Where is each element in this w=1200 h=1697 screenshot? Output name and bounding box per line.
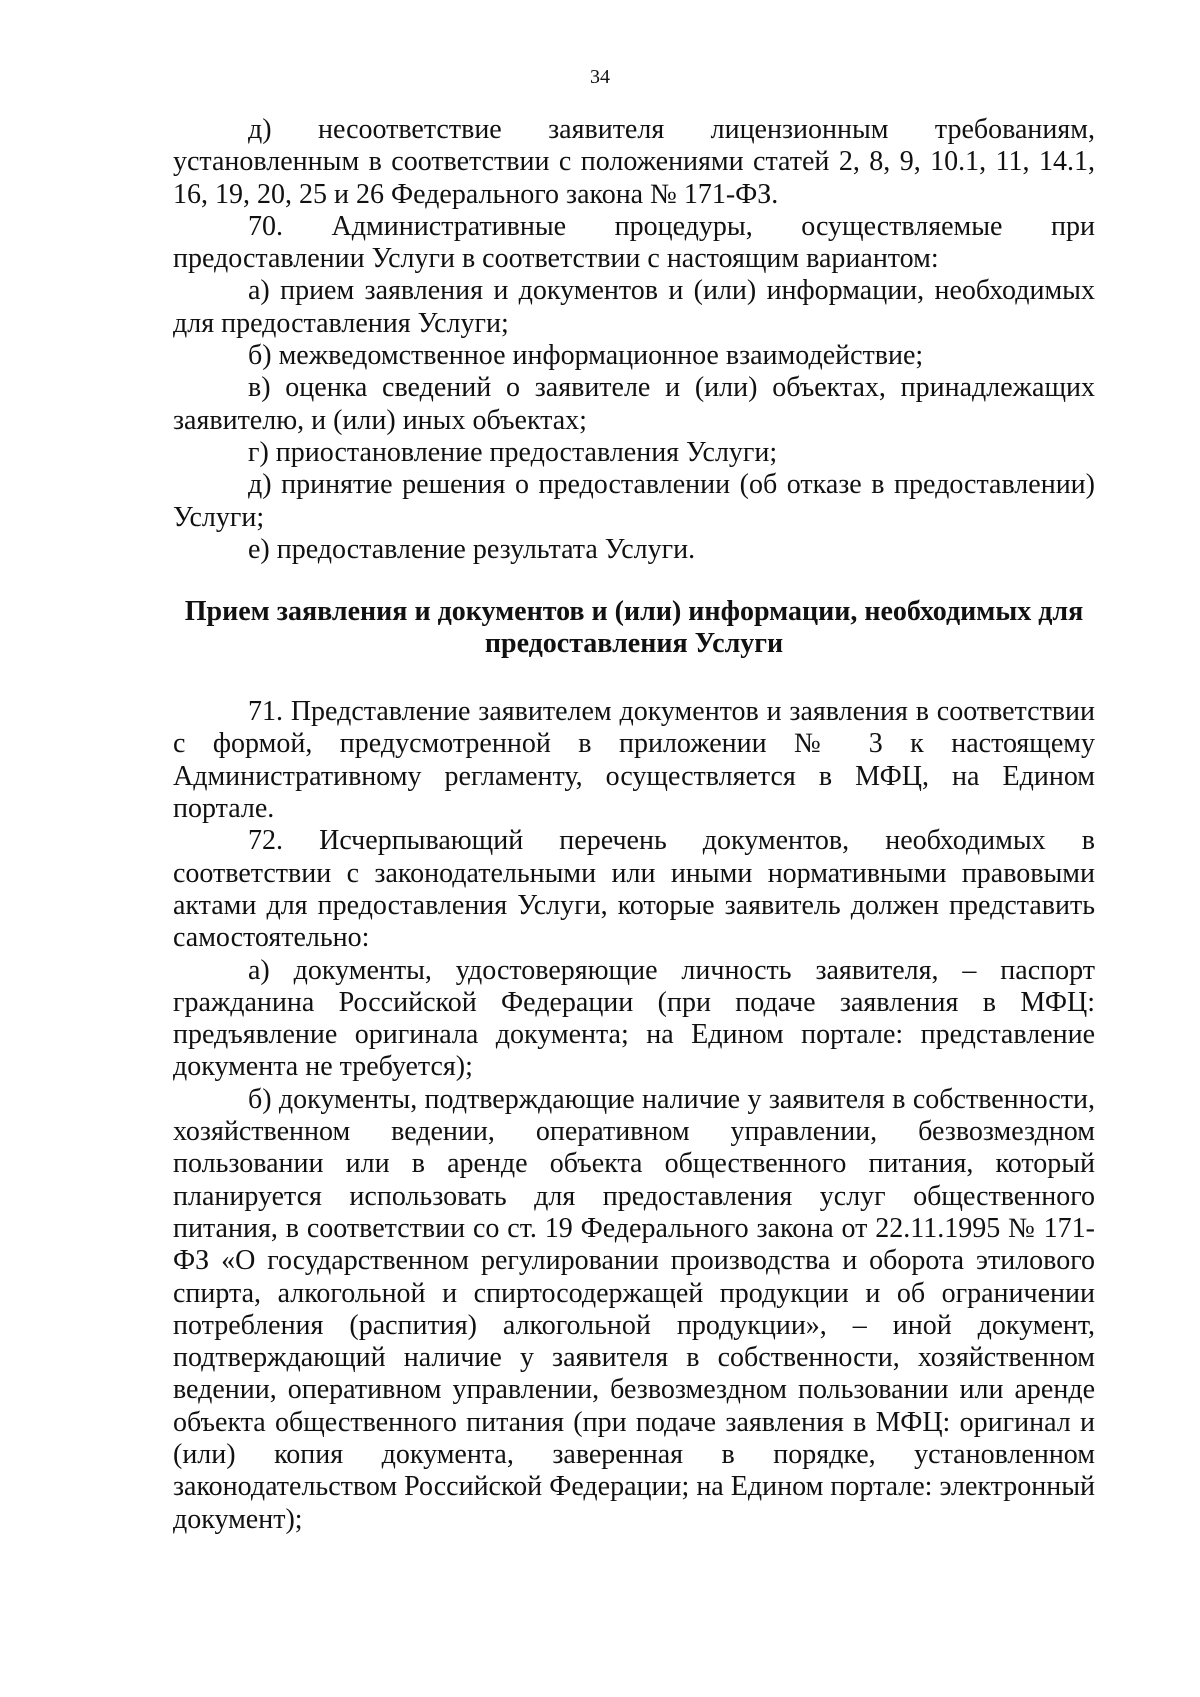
paragraph-70: 70. Административные процедуры, осуществляемые при предоставлении Услуги в соответствии с настоящим вариантом: xyxy=(173,210,1095,275)
list-item-70a: а) прием заявления и документов и (или) информации, необходимых для предоставления Услуги; xyxy=(173,275,1095,339)
list-item-70f: е) предоставление результата Услуги. xyxy=(248,533,696,565)
section-heading: Прием заявления и документов и (или) информации, необходимых для предоставления Услуги xyxy=(184,596,1084,660)
list-item-70b: б) межведомственное информационное взаимодействие; xyxy=(248,340,924,372)
paragraph-71: 71. Представление заявителем документов и заявления в соответствии с формой, предусмотренной в приложении № 3 к настоящему Административному регламенту, осуществляется в МФЦ, на Едином портале. xyxy=(173,696,1095,825)
list-item-70e: д) принятие решения о предоставлении (об отказе в предоставлении) Услуги; xyxy=(173,469,1095,533)
paragraph-69d: д) несоответствие заявителя лицензионным требованиям, установленным в соответствии с положениями статей 2, 8, 9, 10.1, 11, 14.1, 16, 19, 20, 25 и 26 Федерального закона № 171-ФЗ. xyxy=(173,114,1095,210)
page-number: 34 xyxy=(590,66,610,88)
list-item-70d: г) приостановление предоставления Услуги; xyxy=(248,436,778,468)
list-item-70c: в) оценка сведений о заявителе и (или) объектах, принадлежащих заявителю, и (или) иных объектах; xyxy=(173,372,1095,436)
paragraph-72: 72. Исчерпывающий перечень документов, необходимых в соответствии с законодательными или иными нормативными правовыми актами для предоставления Услуги, которые заявитель должен представить самостоятельно: xyxy=(173,825,1095,954)
document-body xyxy=(173,114,1095,1536)
list-item-72a: а) документы, удостоверяющие личность заявителя, – паспорт гражданина Российской Федерации (при подаче заявления в МФЦ: предъявление оригинала документа; на Едином портале: представление документа не требуется); xyxy=(173,954,1095,1083)
list-item-72b: б) документы, подтверждающие наличие у заявителя в собственности, хозяйственном ведении, оперативном управлении, безвозмездном пользовании или в аренде объекта общественного питания, который планируется использовать для предоставления услуг общественного питания, в соответствии со ст. 19 Федерального закона от 22.11.1995 № 171-ФЗ «О государственном регулировании производства и оборота этилового спирта, алкогольной и спиртосодержащей продукции и об ограничении потребления (распития) алкогольной продукции», – иной документ, подтверждающий наличие у заявителя в собственности, хозяйственном ведении, оперативном управлении, безвозмездном пользовании или аренде объекта общественного питания (при подаче заявления в МФЦ: оригинал и (или) копия документа, заверенная в порядке, установленном законодательством Российской Федерации; на Едином портале: электронный документ); xyxy=(173,1083,1095,1535)
